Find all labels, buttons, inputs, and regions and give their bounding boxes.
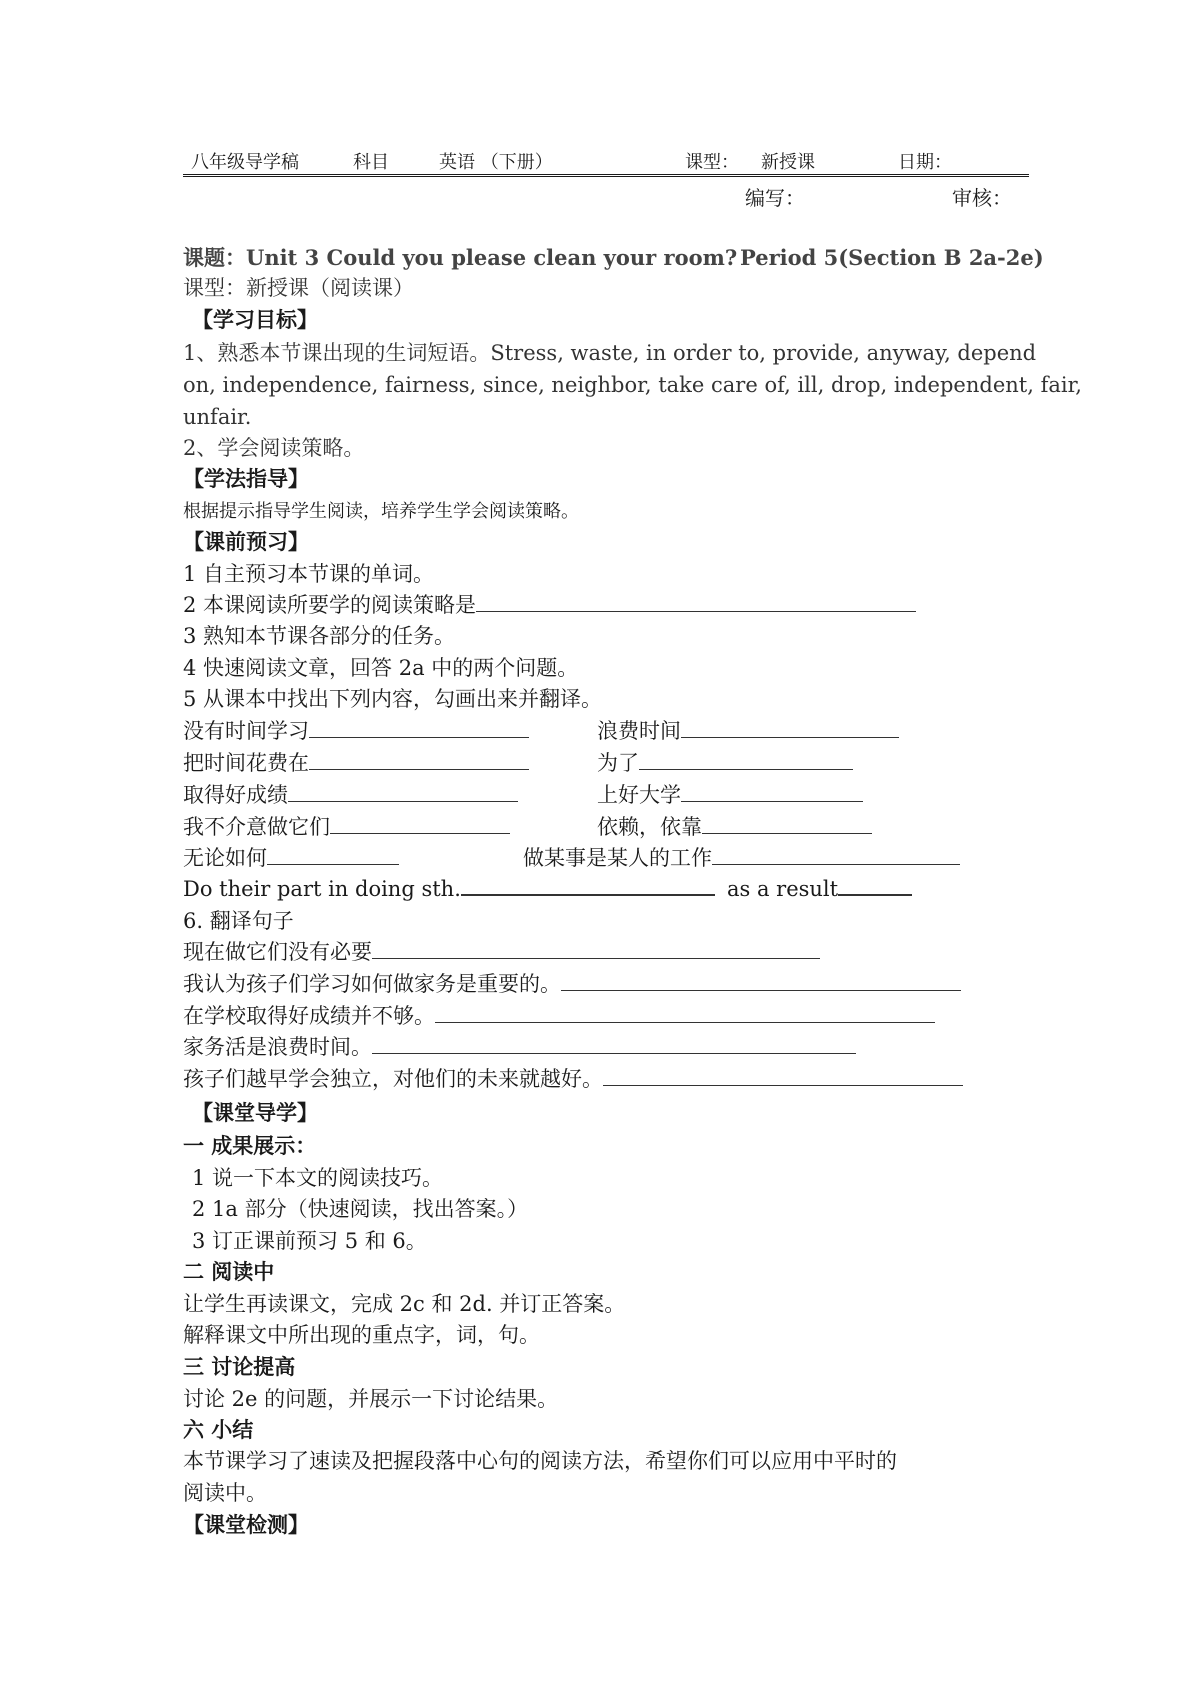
summary-line1: 本节课学习了速读及把握段落中心句的阅读方法，希望你们可以应用中平时的 xyxy=(183,1449,897,1473)
section-three-heading: 三 讨论提高 xyxy=(183,1354,296,1379)
goals-item1-line2: on, independence, fairness, since, neighbor, take care of, ill, drop, independent, fair, xyxy=(183,373,1082,397)
answer-blank[interactable] xyxy=(372,1033,856,1054)
sentence-label: 我认为孩子们学习如何做家务是重要的。 xyxy=(183,972,561,996)
sentence-label: 在学校取得好成绩并不够。 xyxy=(183,1004,435,1028)
goals-item1-line3: unfair. xyxy=(183,405,252,429)
answer-blank[interactable] xyxy=(309,749,529,770)
phrase-row xyxy=(597,748,853,778)
document-header xyxy=(183,148,1029,177)
date-label: 日期： xyxy=(898,152,952,173)
phrase-row xyxy=(183,716,529,746)
phrase-label: 浪费时间 xyxy=(597,719,681,743)
goals-item2: 2、学会阅读策略。 xyxy=(183,436,365,460)
sentence-row xyxy=(183,1032,856,1062)
review-label: 审核： xyxy=(952,186,1012,210)
phrase-label: 依赖，依靠 xyxy=(597,815,702,839)
phrase-row xyxy=(183,748,529,778)
subject-value: 英语 （下册） xyxy=(439,152,553,173)
answer-blank[interactable] xyxy=(702,813,872,834)
lesson-period: Period 5(Section B 2a-2e) xyxy=(740,245,1044,270)
section-six-heading: 六 小结 xyxy=(183,1417,254,1442)
section-one-item2: 2 1a 部分（快速阅读，找出答案。） xyxy=(192,1197,529,1221)
lesson-topic xyxy=(183,243,737,273)
answer-blank[interactable] xyxy=(838,874,912,896)
answer-blank[interactable] xyxy=(681,717,899,738)
section-two-text2: 解释课文中所出现的重点字，词，句。 xyxy=(183,1323,540,1347)
sentence-row xyxy=(183,937,820,967)
phrase-label: Do their part in doing sth. xyxy=(183,877,461,901)
answer-blank[interactable] xyxy=(712,844,960,865)
phrase-row xyxy=(727,874,912,904)
test-heading: 【课堂检测】 xyxy=(183,1512,309,1537)
grade-label: 八年级导学稿 xyxy=(191,152,299,173)
section-two-heading: 二 阅读中 xyxy=(183,1259,275,1284)
phrase-row xyxy=(523,843,960,873)
phrase-row xyxy=(597,780,863,810)
answer-blank[interactable] xyxy=(309,717,529,738)
phrase-label: 为了 xyxy=(597,751,639,775)
answer-blank[interactable] xyxy=(435,1002,935,1023)
preview-item2-text: 2 本课阅读所要学的阅读策略是 xyxy=(183,593,477,617)
phrase-label: as a result xyxy=(727,877,839,901)
preview-item3: 3 熟知本节课各部分的任务。 xyxy=(183,624,456,648)
sentence-row xyxy=(183,1064,963,1094)
preview-item1: 1 自主预习本节课的单词。 xyxy=(183,562,435,586)
subject-label: 科目 xyxy=(353,152,389,173)
section-two-text1: 让学生再读课文，完成 2c 和 2d. 并订正答案。 xyxy=(183,1292,626,1316)
classroom-heading: 【课堂导学】 xyxy=(192,1100,318,1125)
answer-blank[interactable] xyxy=(288,781,518,802)
phrase-label: 我不介意做它们 xyxy=(183,815,330,839)
lesson-type: 课型：新授课（阅读课） xyxy=(183,276,414,300)
preview-item6: 6. 翻译句子 xyxy=(183,909,294,933)
section-three-text: 讨论 2e 的问题，并展示一下讨论结果。 xyxy=(183,1387,559,1411)
preview-item5: 5 从课本中找出下列内容，勾画出来并翻译。 xyxy=(183,687,603,711)
method-text: 根据提示指导学生阅读，培养学生学会阅读策略。 xyxy=(183,501,579,522)
goals-item1-line1: 1、熟悉本节课出现的生词短语。Stress, waste, in order to, provide, anyway, depend xyxy=(183,341,1037,365)
phrase-label: 上好大学 xyxy=(597,783,681,807)
answer-blank[interactable] xyxy=(330,813,510,834)
sentence-row xyxy=(183,1001,935,1031)
sentence-label: 现在做它们没有必要 xyxy=(183,940,372,964)
phrase-row xyxy=(183,843,399,873)
goals-heading: 【学习目标】 xyxy=(192,307,318,332)
type-label: 课型： xyxy=(685,152,739,173)
preview-item4: 4 快速阅读文章，回答 2a 中的两个问题。 xyxy=(183,656,579,680)
sentence-label: 孩子们越早学会独立，对他们的未来就越好。 xyxy=(183,1067,603,1091)
phrase-row xyxy=(183,812,510,842)
phrase-label: 把时间花费在 xyxy=(183,751,309,775)
answer-blank[interactable] xyxy=(267,844,399,865)
author-label: 编写： xyxy=(745,186,805,210)
topic-label: 课题： xyxy=(183,245,246,270)
answer-blank[interactable] xyxy=(561,970,961,991)
phrase-row xyxy=(597,716,899,746)
type-value: 新授课 xyxy=(761,152,815,173)
topic-text: Unit 3 Could you please clean your room? xyxy=(246,245,738,270)
sentence-row xyxy=(183,969,961,999)
answer-blank[interactable] xyxy=(639,749,853,770)
answer-blank[interactable] xyxy=(461,874,715,896)
preview-item2 xyxy=(183,590,916,620)
section-one-item1: 1 说一下本文的阅读技巧。 xyxy=(192,1166,444,1190)
answer-blank[interactable] xyxy=(372,938,820,959)
phrase-row xyxy=(597,812,872,842)
phrase-row xyxy=(183,874,715,904)
section-one-heading: 一 成果展示： xyxy=(183,1133,317,1158)
sentence-label: 家务活是浪费时间。 xyxy=(183,1035,372,1059)
method-heading: 【学法指导】 xyxy=(183,466,309,491)
answer-blank[interactable] xyxy=(476,591,916,612)
answer-blank[interactable] xyxy=(681,781,863,802)
preview-heading: 【课前预习】 xyxy=(183,529,309,554)
phrase-label: 没有时间学习 xyxy=(183,719,309,743)
phrase-label: 做某事是某人的工作 xyxy=(523,846,712,870)
answer-blank[interactable] xyxy=(603,1065,963,1086)
phrase-row xyxy=(183,780,518,810)
summary-line2: 阅读中。 xyxy=(183,1481,267,1505)
phrase-label: 取得好成绩 xyxy=(183,783,288,807)
phrase-label: 无论如何 xyxy=(183,846,267,870)
section-one-item3: 3 订正课前预习 5 和 6。 xyxy=(192,1229,427,1253)
